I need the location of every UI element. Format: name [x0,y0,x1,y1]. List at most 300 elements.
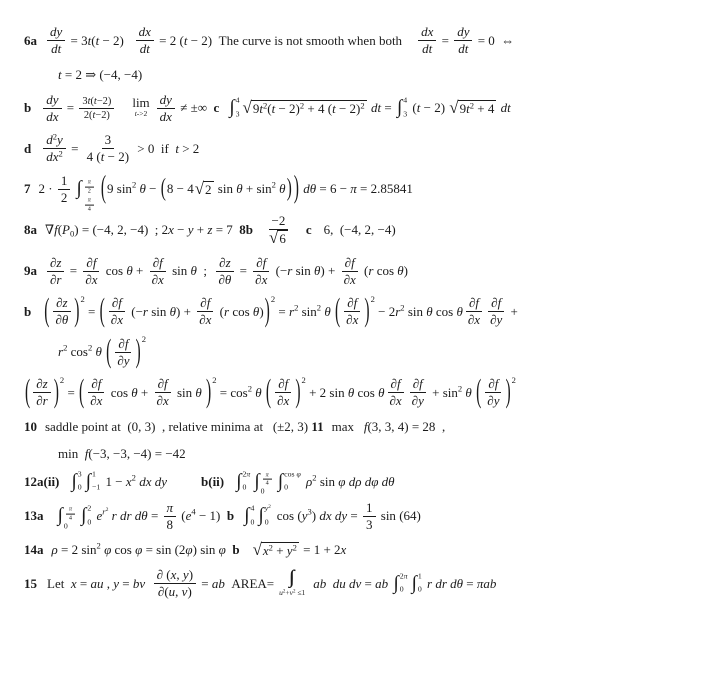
math-m: 3 [403,109,408,119]
math-m: = ab [198,575,225,591]
math-m: ∂x [389,393,402,409]
math-b: 9a [24,263,37,279]
math-line-4 [24,132,700,166]
math-m: ab du dv = ab [313,575,389,591]
math-sup [142,335,146,345]
math-m: dt [51,41,62,57]
math-m: ∂r [50,271,62,287]
math-sup [212,375,216,385]
math-line-12 [24,444,700,464]
math-p: ( [265,374,272,411]
math-r: sin [116,181,132,197]
math-sup [302,375,306,385]
math-m: ∂f [468,295,479,311]
math-s [152,108,155,109]
math-m: ∂f [278,376,289,392]
math-m: ∂ (x, y) [156,567,194,582]
math-m: + [507,303,518,319]
math-m: (−r [128,303,148,319]
math-m: t = 2 ⇒ (−4, −4) [58,66,143,82]
math-line-8 [24,295,700,329]
math-m: ∂x [156,393,169,409]
integral-sign: ∫ 3 0 [71,469,82,492]
math-m: 8 [166,516,174,532]
math-m: (y [294,508,308,524]
math-m: ∂f [157,376,168,392]
math-m: ∂x [90,393,103,409]
math-m: 3t(t−2) [82,95,112,107]
math-m: 0 [63,521,68,531]
math-m: θ + [236,181,257,197]
math-r: cos [284,469,295,479]
math-m: t > 2 [175,140,200,156]
math-r: cos [70,344,88,360]
integral-sign: ∫ 4 0 [244,503,255,527]
math-m: (0, 3) [120,418,159,434]
math-line-13 [24,469,700,496]
math-r: cos [435,303,454,319]
math-m: θ [378,384,385,400]
math-m: ∂z [56,295,68,311]
math-f [252,255,270,289]
math-r: cos [105,263,124,279]
math-m: 0 [250,517,255,527]
math-m: r [102,506,106,517]
math-m: 0 [417,585,422,595]
math-m: 2 [400,302,405,313]
math-m: ) dx dy = [311,508,362,524]
math-m: f(3, 3, 4) = 28 [363,418,439,434]
math-m: r [58,344,64,360]
math-m: ) = (−4, 2, −4) ; 2x − y + z = 7 [74,222,240,238]
math-p: ) [364,293,370,330]
math-f [164,500,177,534]
math-m: 0 [70,228,75,239]
math-m: θ [95,344,102,360]
math-m: θ) + [314,263,339,279]
math-m: ∂y [411,393,424,409]
math-m: 2π [399,571,408,581]
math-f [386,376,404,410]
math-r: if [160,140,169,156]
math-s [98,189,100,190]
math-sup [272,180,276,190]
math-sup [458,383,462,393]
math-m: θ) [397,263,409,279]
math-line-1 [24,24,700,58]
math-m: ∂z [36,376,48,392]
math-p: ) [286,175,292,203]
math-m: + 2 [305,384,330,400]
math-m: 4 [235,95,240,105]
math-f [52,295,71,329]
math-r: AREA= [231,575,275,591]
math-m: = [438,32,453,48]
math-m: ∇f(P [45,222,70,238]
math-s [33,148,41,149]
integral-sign: ∫ $\frac{\pi}{4}$ 0 [254,471,273,493]
math-m: 2 [457,383,463,394]
math-f [47,255,64,289]
math-m: 2 [96,540,101,551]
math-m: d [46,132,53,147]
math-m: 2 [270,294,276,305]
math-m: 8 − 4 [166,181,194,197]
math-line-15 [24,540,700,560]
math-m: ρ = 2 [51,542,82,557]
math-m: = r [275,303,295,319]
math-m: 3 [366,516,373,532]
math-m: 2 [87,342,93,353]
radical-sign: √ x2 + y2 [252,539,297,559]
math-m: 1 [366,499,373,515]
math-m: ∂f [488,376,499,392]
math-m: (−r [272,263,293,279]
math-s [255,230,263,231]
math-m: 4 [68,514,72,522]
integral-sign: ∫ 1 −1 [85,469,101,492]
math-f [82,255,100,289]
math-sup [106,507,109,513]
math-m: 0 [264,517,269,527]
math-r: lim [132,95,150,111]
math-m: ≤1 [295,587,306,597]
integral-sign: ∫ $\frac{\pi}{4}$ 0 [58,505,77,527]
math-b: 14a [24,542,44,557]
math-m: 2 [301,375,306,386]
math-m: e [96,508,103,524]
math-sup [263,100,267,110]
math-m: 2 [360,100,365,111]
math-m: θ [426,303,433,319]
math-m: 2(t−2) [83,109,110,121]
math-m: f(−3, −3, −4) = −42 [84,445,186,461]
math-r: sin [380,508,396,524]
math-sub [70,229,74,239]
math-m: φ [296,469,301,479]
math-m: 2 [141,334,147,345]
math-m: ∂θ [55,312,69,328]
math-r: cos [376,263,395,279]
math-m: θ + [131,384,152,400]
math-m: dt [458,41,469,57]
math-sup [300,100,304,110]
math-f [196,295,214,329]
math-m: ∂z [219,254,231,270]
math-m: 2 [511,375,516,386]
math-m: − 2r [374,303,401,319]
math-f [108,295,126,329]
math-r: cos [357,384,375,400]
math-f [265,213,292,248]
math-m: 2 [205,181,212,197]
math-r: sin [301,303,317,319]
math-m: 0 [242,482,247,492]
math-m: ∂f [256,254,267,270]
math-m: 2 [312,471,317,482]
math-line-7 [24,255,700,289]
math-m: x = au , y = bv [70,575,146,591]
math-m: = 1 + 2x [299,542,347,557]
math-f [274,376,292,410]
integral-sign: ∫ 2 0 [80,503,92,527]
math-f [343,295,361,329]
math-m: ρ [306,473,313,489]
math-b: 6a [24,32,37,48]
math-sup [293,589,295,596]
integral-sign: ∫ 2π 0 [236,469,251,492]
math-m: 1 [60,172,68,188]
math-m: ∂y [490,312,503,328]
math-m: −1 [91,482,101,492]
math-f [114,336,132,370]
math-m: ∂x [255,271,268,287]
math-m: 1 [417,571,422,581]
math-m: 2 [63,342,68,353]
math-m: dy [46,91,59,107]
math-m: +v [285,587,293,597]
math-m: 9 [107,181,117,197]
math-r: sin [156,542,172,557]
math-m: θ + [126,263,147,279]
math-m: dx [159,108,172,124]
math-m: 2 [58,148,63,159]
math-m: 2 [299,100,305,111]
math-f [47,24,65,58]
math-b: b [24,303,32,319]
math-m: θ [255,384,262,400]
math-p: ( [25,374,31,411]
math-s [39,40,45,41]
math-m: dy [457,24,470,39]
math-m: 4 [87,205,91,213]
math-m: dx [46,149,59,165]
math-m: 4 [403,95,408,105]
math-f [341,255,359,289]
math-m: r dr dθ = πab [427,575,497,591]
math-f [66,506,75,523]
math-b: 10 [24,418,37,434]
math-m: 0 [87,517,92,527]
math-b: b [226,508,235,524]
math-m: 2 [268,541,273,552]
radical-sign: √ 9t2 + 4 [449,97,495,117]
math-b: b [24,100,32,116]
math-line-6 [24,213,700,248]
math-m: ∂f [118,335,129,351]
math-sup [269,542,273,552]
math-m: ∂r [36,393,48,409]
math-m: 2 [271,179,276,190]
integral-sign: ∫ cos φ 0 [277,469,301,492]
math-s [116,108,130,109]
math-m: + [428,384,443,400]
math-m: + 4 (t − 2) [304,100,361,116]
math-u [279,569,305,599]
math-b: b [232,542,240,557]
math-line-2 [24,65,700,85]
math-m: u [279,587,283,597]
math-m: dt [139,41,150,57]
math-b: 13a [24,508,44,524]
math-m: (±2, 3) [263,418,312,434]
math-m: φ [104,542,112,557]
math-f [58,173,71,207]
math-b: c [213,100,220,116]
math-m: 2 [316,302,322,313]
math-m: θ [347,384,355,400]
math-r: sin [176,384,193,400]
math-r: saddle point at [45,418,121,434]
math-m: π [68,505,72,513]
math-sup [102,507,108,517]
math-sup [59,149,63,160]
math-m: 0 [399,585,404,595]
math-sup [63,343,67,353]
math-sup [317,302,321,312]
math-line-11 [24,417,700,437]
math-m: −2 [271,213,286,228]
math-s [33,311,43,312]
math-m: dy [159,91,172,107]
math-s [226,481,234,482]
math-m: 3 [307,506,312,517]
math-f [409,376,427,410]
math-m: ∂f [344,254,355,270]
math-r: sin [319,473,336,489]
math-sup [312,472,316,482]
math-s [402,40,416,41]
math-p: ) [264,293,270,330]
math-m: dt = [370,100,395,116]
math-m: 2 [105,507,109,514]
math-m: ∂x [277,393,290,409]
math-m: ∂x [110,312,123,328]
math-b: 8a [24,222,37,238]
math-m: (2φ) [171,542,201,557]
math-line-16 [24,567,700,601]
math-sup [360,100,364,110]
math-r: cos [276,508,295,524]
math-m: ∂f [152,254,163,270]
math-m: 3 [77,469,82,479]
math-r: cos [232,303,250,319]
math-r: sin [256,181,272,197]
math-line-14 [24,500,700,534]
math-m: 2 [469,100,474,111]
math-r: cos [110,384,129,400]
math-s [39,583,47,584]
math-m: dx [138,24,151,39]
math-lines-container [24,24,700,601]
math-m: θ) + [169,303,195,319]
math-m: 2 [60,189,68,205]
math-r: sin [329,384,345,400]
math-p: ) [53,374,59,411]
math-m: 2 [59,375,65,386]
math-f [154,376,172,410]
math-m: θ − [139,181,160,197]
math-m: π [87,196,91,204]
math-s [314,230,324,231]
math-m: = [63,100,78,116]
math-sup [80,294,84,304]
math-m: 2 [87,503,92,513]
math-f [418,24,436,58]
math-m: 2 [262,100,268,111]
math-r: sin [407,303,423,319]
math-r: sin [442,384,458,400]
math-p: ( [79,374,85,411]
math-m: 2 [292,541,297,552]
math-m: (r [360,263,374,279]
math-s [294,230,306,231]
math-m: θ [195,384,202,400]
math-line-3 [24,92,700,126]
math-m: 9t [252,100,263,116]
math-r: max [331,418,355,434]
math-sup [60,375,64,385]
math-m: 4 [250,503,255,513]
math-m: ∂y [487,393,500,409]
math-r: cos [114,542,132,557]
math-f [454,24,472,58]
math-p: ( [160,175,166,203]
math-m: 0 [260,486,265,496]
math-m: dy [50,24,63,39]
math-b: 12a(ii) [24,473,60,489]
math-m: − 1) [195,508,227,524]
math-m: 2 [212,375,217,386]
math-m: 2 [131,179,137,190]
math-m: 2 [282,588,286,594]
math-m: ∂f [347,295,358,311]
math-b: 15 [24,575,37,591]
math-m: π [87,178,91,186]
math-b: b(ii) [201,473,225,489]
math-m: (64) [395,508,421,524]
math-m: ∂f [390,376,401,392]
math-s [72,189,74,190]
math-u [132,96,149,120]
math-sup [371,294,375,304]
math-f [263,471,272,488]
math-s [242,550,252,551]
math-m: + 4 [474,100,495,116]
integral-sign: ∫ 1 0 [411,571,422,595]
math-s [39,271,45,272]
math-m: φ dρ dφ dθ [338,473,395,489]
math-sup [53,131,57,142]
math-f [484,376,502,410]
math-m: ∂x [199,312,212,328]
math-m: 3 [104,132,112,147]
math-r: sin [81,542,97,557]
math-sup [294,302,298,312]
math-m: ∂f [412,376,423,392]
math-sup [512,375,516,385]
math-f [79,95,114,122]
math-m: 4 [265,480,269,488]
math-m: ∂f [91,376,102,392]
math-m: = [236,263,251,279]
math-m: θ) [252,303,264,319]
math-line-5 [24,171,700,213]
math-f [43,92,61,126]
math-m: ∂x [343,271,356,287]
math-p: ) [295,374,301,411]
math-sup [268,505,271,510]
